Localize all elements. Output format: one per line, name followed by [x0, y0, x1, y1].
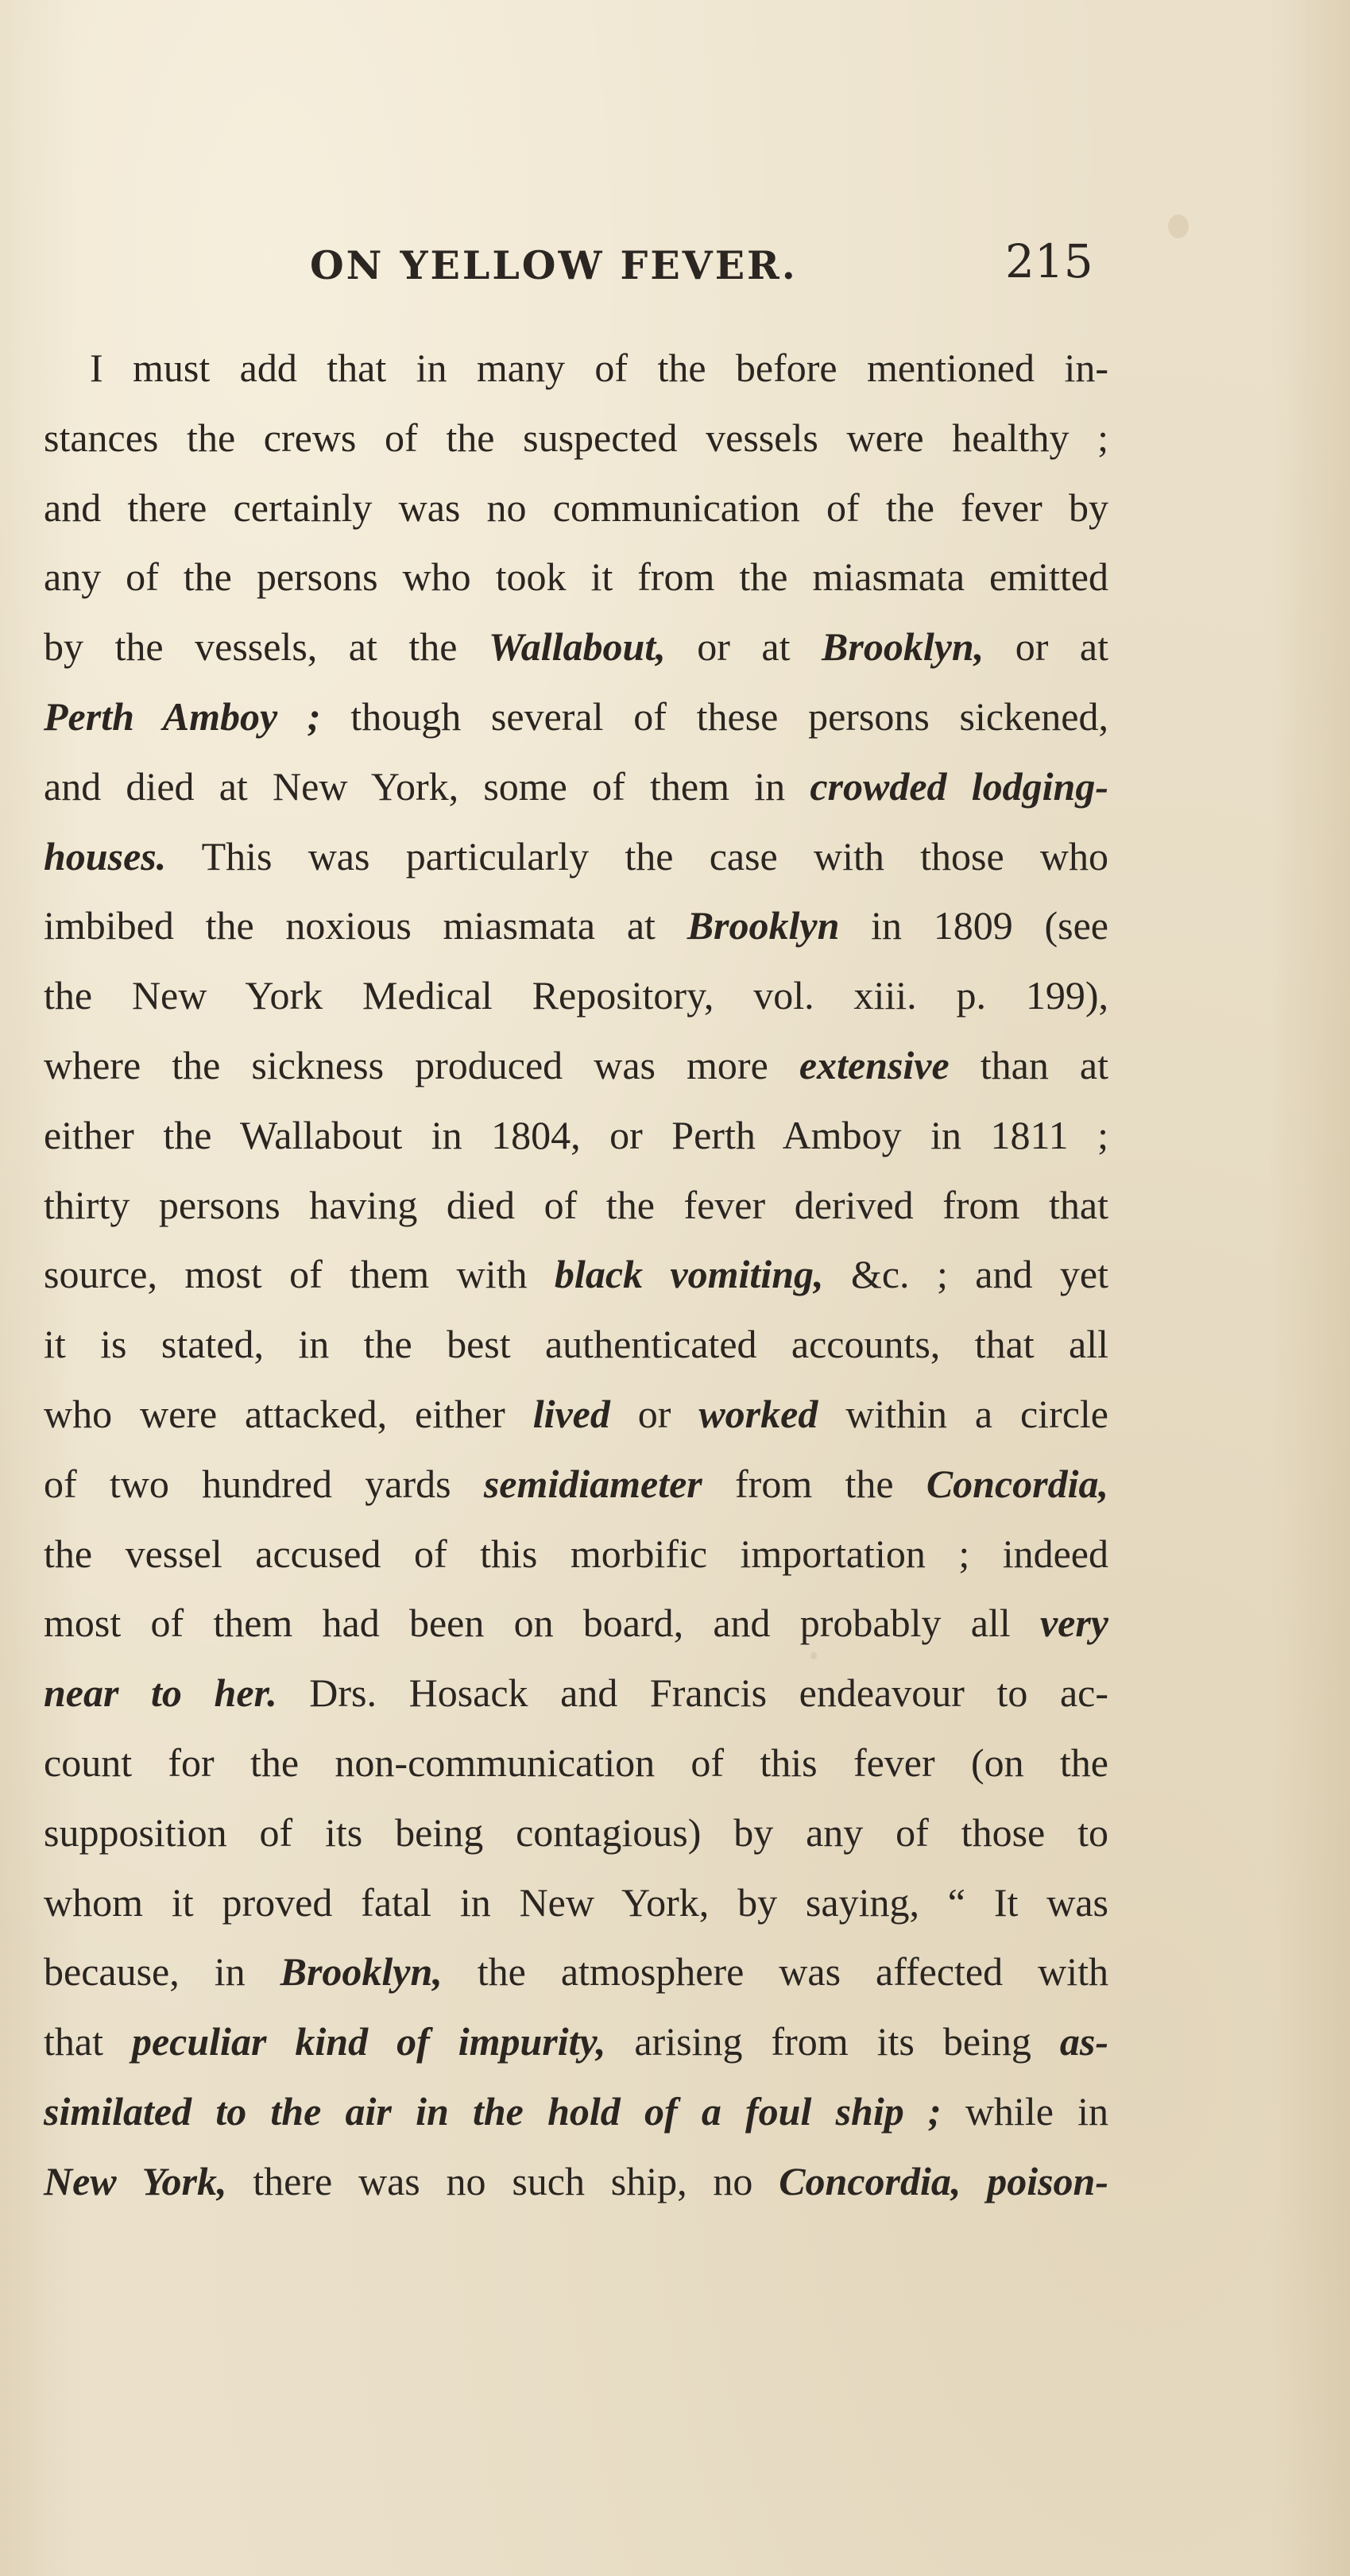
text-segment: arising from its being [605, 2019, 1060, 2064]
text-segment: than at [949, 1042, 1109, 1087]
italic-text-segment: worked [698, 1391, 818, 1436]
text-line [44, 2077, 1108, 2147]
text-line [44, 543, 1108, 612]
italic-text-segment: houses. [44, 833, 167, 879]
italic-text-segment: Perth Amboy ; [44, 693, 321, 739]
running-head-title: ON YELLOW FEVER. [310, 242, 798, 288]
text-segment: or [609, 1391, 699, 1436]
text-line [44, 1310, 1108, 1380]
page-number: 215 [1005, 234, 1093, 288]
italic-text-segment: Concordia, [926, 1461, 1109, 1506]
text-segment: count for the non-communication of this fever (on the [44, 1740, 1108, 1785]
running-head [48, 234, 1104, 298]
text-segment: the atmosphere was affected with [442, 1949, 1108, 1995]
italic-text-segment: Concordia, poison- [779, 2158, 1108, 2203]
text-segment: &c. ; and yet [823, 1252, 1108, 1297]
italic-text-segment: similated to the air in the hold of a foul ship ; [44, 2088, 942, 2134]
text-line [44, 1589, 1108, 1659]
italic-text-segment: Brooklyn, [280, 1949, 443, 1995]
text-line [44, 1798, 1108, 1868]
italic-text-segment: very [1039, 1601, 1108, 1646]
text-segment: the vessel accused of this morbific importation ; indeed [44, 1531, 1108, 1576]
text-segment: it is stated, in the best authenticated accounts, that all [44, 1322, 1108, 1367]
italic-text-segment: black vomiting, [554, 1252, 824, 1297]
text-segment: and there certainly was no communication of the fever by [44, 485, 1108, 530]
italic-text-segment: crowded lodging- [810, 763, 1108, 809]
italic-text-segment: peculiar kind of impurity, [131, 2019, 606, 2064]
text-segment: while in [941, 2088, 1108, 2134]
italic-text-segment: Brooklyn [687, 903, 840, 948]
italic-text-segment: Wallabout, [489, 624, 666, 670]
italic-text-segment: extensive [799, 1042, 950, 1087]
text-segment: who were attacked, either [44, 1391, 533, 1436]
text-line [44, 1450, 1108, 1520]
italic-text-segment: New York, [44, 2158, 227, 2203]
italic-text-segment: Brooklyn, [822, 624, 984, 670]
text-segment: because, in [44, 1949, 280, 1995]
text-segment: within a circle [818, 1391, 1108, 1436]
body-text [44, 334, 1108, 2217]
text-line [44, 891, 1108, 961]
text-line [44, 2007, 1108, 2077]
text-segment: Drs. Hosack and Francis endeavour to ac- [277, 1670, 1108, 1716]
text-line [44, 1937, 1108, 2007]
text-line [44, 473, 1108, 543]
text-segment: there was no such ship, no [226, 2158, 779, 2203]
italic-text-segment: semidiameter [483, 1461, 702, 1506]
text-segment: thirty persons having died of the fever derived from that [44, 1182, 1108, 1227]
text-segment: supposition of its being contagious) by any of those to [44, 1809, 1108, 1855]
text-segment: from the [702, 1461, 926, 1506]
italic-text-segment: near to her. [44, 1670, 277, 1716]
text-line [44, 1728, 1108, 1798]
text-line [44, 2147, 1108, 2217]
text-segment: This was particularly the case with those who [166, 833, 1108, 879]
text-line [44, 1659, 1108, 1728]
text-segment: and died at New York, some of them in [44, 763, 810, 809]
text-line [44, 961, 1108, 1031]
text-segment: stances the crews of the suspected vessels were healthy ; [44, 415, 1108, 460]
text-segment: or at [984, 624, 1109, 670]
text-segment: where the sickness produced was more [44, 1042, 799, 1087]
text-line [44, 612, 1108, 682]
text-line [44, 752, 1108, 822]
text-line [44, 334, 1108, 404]
italic-text-segment: lived [532, 1391, 610, 1436]
text-line [44, 1031, 1108, 1101]
text-segment: any of the persons who took it from the miasmata emitted [44, 554, 1108, 600]
text-segment: imbibed the noxious miasmata at [44, 903, 687, 948]
text-segment: I must add that in many of the before mentioned in- [90, 346, 1108, 390]
text-segment: most of them had been on board, and probably all [44, 1601, 1040, 1646]
text-segment: whom it proved fatal in New York, by saying, “ It was [44, 1879, 1108, 1925]
text-segment: that [44, 2019, 132, 2064]
text-segment: by the vessels, at the [44, 624, 489, 670]
text-line [44, 1240, 1108, 1310]
text-segment: though several of these persons sickened, [320, 693, 1108, 739]
text-line [44, 1868, 1108, 1938]
text-segment: of two hundred yards [44, 1461, 484, 1506]
text-segment: in 1809 (see [839, 903, 1108, 948]
text-line [44, 404, 1108, 473]
italic-text-segment: as- [1059, 2019, 1108, 2064]
text-segment: or at [665, 624, 822, 670]
text-line [44, 1171, 1108, 1241]
text-line [44, 1520, 1108, 1589]
text-line [44, 1101, 1108, 1171]
text-line [44, 1380, 1108, 1450]
text-segment: the New York Medical Repository, vol. xiii. p. 199), [44, 973, 1108, 1018]
text-line [44, 682, 1108, 752]
text-segment: source, most of them with [44, 1252, 555, 1297]
text-segment: either the Wallabout in 1804, or Perth Amboy in 1811 ; [44, 1112, 1108, 1157]
paper-stain [1168, 214, 1189, 238]
text-line [44, 822, 1108, 892]
